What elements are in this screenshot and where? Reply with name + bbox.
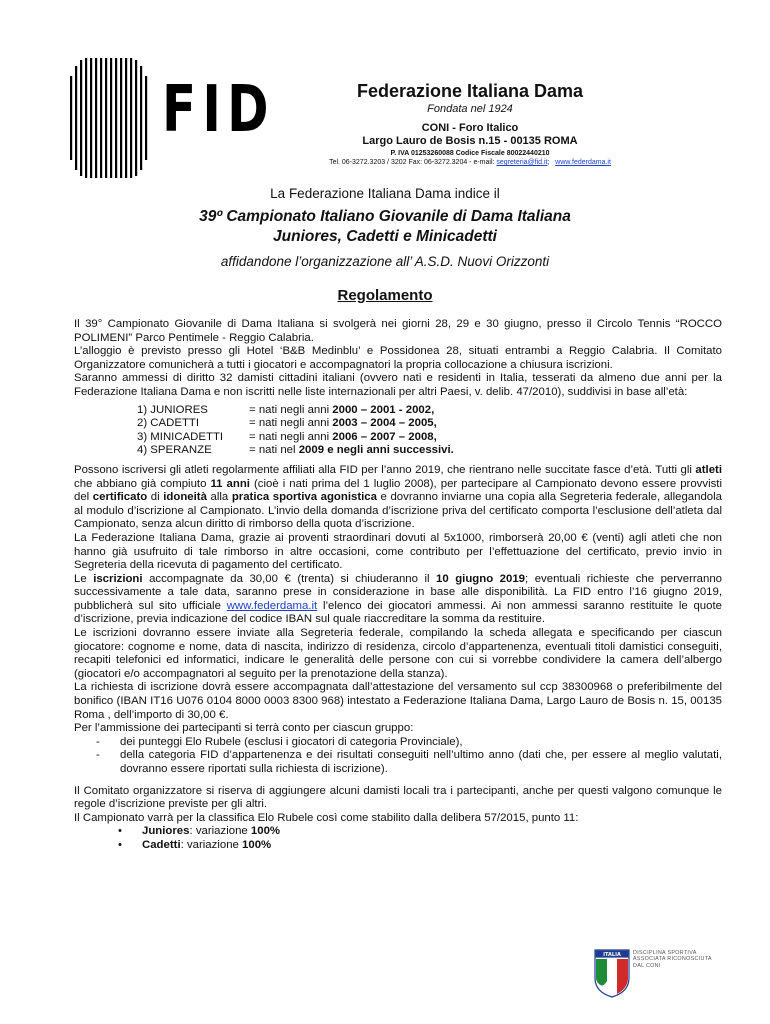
text-bold: idoneità xyxy=(163,491,207,504)
contacts-separator: ; xyxy=(547,159,550,166)
email-link[interactable]: segreteria@fid.it xyxy=(496,159,548,166)
website-link[interactable]: www.federdama.it xyxy=(226,599,318,612)
coni-recognition-badge xyxy=(593,940,743,1012)
regulation-body xyxy=(74,318,722,853)
contacts-line xyxy=(300,159,640,166)
list-item xyxy=(74,825,722,839)
bullet-marker: • xyxy=(118,825,122,838)
category-row xyxy=(137,417,454,431)
text-bold: 11 anni xyxy=(210,477,250,490)
badge-text xyxy=(633,950,712,969)
founded-line: Fondata nel 1924 xyxy=(427,103,513,115)
text-bold: atleti xyxy=(695,463,722,476)
category-name: 1) JUNIORES xyxy=(137,403,208,416)
category-years: 2009 e negli anni successivi. xyxy=(298,444,454,457)
category-range xyxy=(249,417,454,431)
address-line: Largo Lauro de Bosis n.15 - 00135 ROMA xyxy=(362,135,578,147)
text-run: accompagnate da 30,00 € (trenta) si chiuderanno il xyxy=(142,572,437,585)
category-desc: = nati negli anni xyxy=(249,417,333,430)
list-item xyxy=(74,736,722,750)
paragraph-admission: Saranno ammessi di diritto 32 damisti cittadini italiani (ovvero nati e residenti in Italia, tesserati da almeno due anni per la Federazione Italiana Dama e non iscritti nelle liste internazionali per altri Paesi, v. delib. 47/2010), suddivisi in base all’età: xyxy=(74,372,722,398)
paragraph-refund: La Federazione Italiana Dama, grazie ai proventi straordinari dovuti al 5x1000, rimborserà 20,00 € (venti) agli atleti che non hanno già usufruito di tale rimborso in altre occasioni, come contributo per l’effettuazione del certificato, previo invio in Segreteria della ricevuta di pagamento del certificato. xyxy=(74,531,722,572)
criteria-list xyxy=(74,736,722,777)
text-bold: 10 giugno 2019 xyxy=(436,572,526,585)
paragraph-venue: Il 39° Campionato Giovanile di Dama Italiana si svolgerà nei giorni 28, 29 e 30 giugno, presso il Circolo Tennis “ROCCO POLIMENI” Parco Pentimele - Reggio Calabria. xyxy=(74,318,722,344)
paragraph-certificate xyxy=(74,464,722,532)
italia-shield-icon xyxy=(593,948,631,998)
paragraph-criteria-intro: Per l’ammissione dei partecipanti si terrà conto per ciascun gruppo: xyxy=(74,722,414,735)
badge-line: ASSOCIATA RICONOSCIUTA xyxy=(633,956,712,963)
age-categories-table xyxy=(137,404,454,458)
website-link[interactable]: www.federdama.it xyxy=(555,159,611,166)
variation-text: : variazione xyxy=(180,838,243,851)
category-row xyxy=(137,404,454,418)
variation-value: 100% xyxy=(242,838,272,851)
paragraph-lodging: L’alloggio è previsto presso gli Hotel ‘B&B Medinblu’ e Possidonea 28, situati entrambi a Reggio Calabria. Il Comitato Organizzatore comunicherà a tutti i giocatori e accompagnatori la propria collocazione a chiusura iscrizioni. xyxy=(74,345,722,371)
category-row xyxy=(137,431,454,445)
text-run: alla xyxy=(206,491,232,504)
variation-label: Juniores xyxy=(142,825,190,838)
text-bold: certificato xyxy=(92,491,148,504)
variation-label: Cadetti xyxy=(142,838,181,851)
text-run: che abbiano già compiuto xyxy=(74,477,211,490)
text-run: l’elenco dei giocatori ammessi. Ai non ammessi saranno restituite le quote d’iscrizione, previa indicazione del codice IBAN sul quale riaccreditare la somma da restituire. xyxy=(74,599,722,626)
subtitle: affidandone l’organizzazione all’ A.S.D. Nuovi Orizzonti xyxy=(220,254,550,269)
paragraph-local-players: Il Comitato organizzatore si riserva di aggiungere alcuni damisti locali tra i partecipanti, anche per questi valgono comunque le regole d’iscrizione previste per gli altri. xyxy=(74,784,722,811)
logo-text: FID xyxy=(162,73,275,147)
category-desc: = nati negli anni xyxy=(249,403,333,416)
paragraph-elo: Il Campionato varrà per la classifica Elo Rubele così come stabilito dalla delibera 57/2015, punto 11: xyxy=(74,811,579,824)
category-name: 2) CADETTI xyxy=(137,417,200,430)
list-item-text: dei punteggi Elo Rubele (esclusi i giocatori di categoria Provinciale), xyxy=(120,735,463,748)
paragraph-payment: La richiesta di iscrizione dovrà essere accompagnata dall’attestazione del versamento sul ccp 38300968 o preferibilmente del bonifico (IBAN IT16 U076 0104 8000 0003 8300 968) intestato a Federazione Italiana Dama, Largo Lauro de Bosis n. 15, 00135 Roma , dell’importo di 30,00 €. xyxy=(74,681,722,721)
intro-line: La Federazione Italiana Dama indice il xyxy=(270,186,500,201)
badge-line: DISCIPLINA SPORTIVA xyxy=(633,950,697,956)
category-range xyxy=(249,431,454,445)
letterhead xyxy=(300,80,640,166)
category-range xyxy=(249,404,454,418)
text-run: Possono iscriversi gli atleti regolarmente affiliati alla FID per l’anno 2019, che rientrano nelle succitate fasce d’età. Tutti gli xyxy=(74,463,696,476)
org-name: Federazione Italiana Dama xyxy=(356,81,584,101)
section-title: Regolamento xyxy=(337,287,433,304)
text-run: di xyxy=(147,491,164,504)
text-bold: iscrizioni xyxy=(93,572,143,585)
category-desc: = nati negli anni xyxy=(249,430,333,443)
category-years: 2006 – 2007 – 2008, xyxy=(332,430,437,443)
category-row xyxy=(137,444,454,458)
variation-value: 100% xyxy=(250,825,281,838)
vat-line: P. IVA 01253260088 Codice Fiscale 80022440210 xyxy=(390,150,550,157)
category-range xyxy=(249,444,454,458)
text-bold: pratica sportiva agonistica xyxy=(231,491,377,504)
badge-line: DAL CONI xyxy=(633,962,661,969)
category-years: 2000 – 2001 - 2002, xyxy=(332,403,435,416)
list-item-text: della categoria FID d’appartenenza e dei risultati conseguiti nell’ultimo anno (dati che, per essere al meglio valutati, dovranno essere riportati sulla richiesta di iscrizione). xyxy=(120,749,722,775)
list-item xyxy=(74,839,722,853)
category-name: 3) MINICADETTI xyxy=(137,430,224,443)
bullet-marker: • xyxy=(118,838,122,851)
category-desc: = nati nel xyxy=(249,444,299,457)
shield-label: ITALIA xyxy=(603,952,621,959)
paragraph-registration xyxy=(74,573,722,627)
coni-line: CONI - Foro Italico xyxy=(421,122,519,134)
category-years: 2003 – 2004 – 2005, xyxy=(332,417,437,430)
text-run: Le xyxy=(74,572,94,585)
category-name: 4) SPERANZE xyxy=(137,444,212,457)
list-item xyxy=(74,749,722,776)
text-run: (cioè i nati prima del 1 luglio 2008), per partecipare al Campionato devono essere provvisti del xyxy=(74,477,722,504)
dash-marker: - xyxy=(96,735,100,748)
dash-marker: - xyxy=(96,749,100,762)
text-run: e dovranno inviarne una copia alla Segreteria federale, allegandola al modulo d’iscrizione al Campionato. L’invio della domanda d’iscrizione priva del certificato comporta l’esclusione dell’atleta dal Campionato, senza alcun diritto di rimborso della quota d’iscrizione. xyxy=(74,491,722,531)
text-run: ; eventuali richieste che perverranno successivamente a tale data, saranno prese in considerazione in base alle disponibilità. La FID entro l’16 giugno 2019, pubblicherà sul sito ufficiale xyxy=(74,572,723,612)
variation-list xyxy=(74,825,722,852)
spacer xyxy=(74,777,722,785)
variation-text: : variazione xyxy=(189,825,251,838)
fid-logo xyxy=(70,58,280,178)
paragraph-form: Le iscrizioni dovranno essere inviate alla Segreteria federale, compilando la scheda allegata e specificando per ciascun giocatore: cognome e nome, data di nascita, indirizzo di residenza, circolo d’appartenenza, eventuali titoli damistici conseguiti, recapiti telefonici ed informatici, indicare le generalità delle persone con cui si vorrebbe condividere la camera dell’albergo (giocatori e/o accompagnatori al seguito per la prenotazione della stanza). xyxy=(74,627,722,680)
title-line-1: 39º Campionato Italiano Giovanile di Dama Italiana xyxy=(199,208,571,225)
title-line-2: Juniores, Cadetti e Minicadetti xyxy=(273,228,497,245)
contacts-prefix: Tel. 06-3272.3203 / 3202 Fax: 06-3272.3204 - e-mail: xyxy=(329,159,497,166)
logo-bars-icon xyxy=(70,58,160,178)
